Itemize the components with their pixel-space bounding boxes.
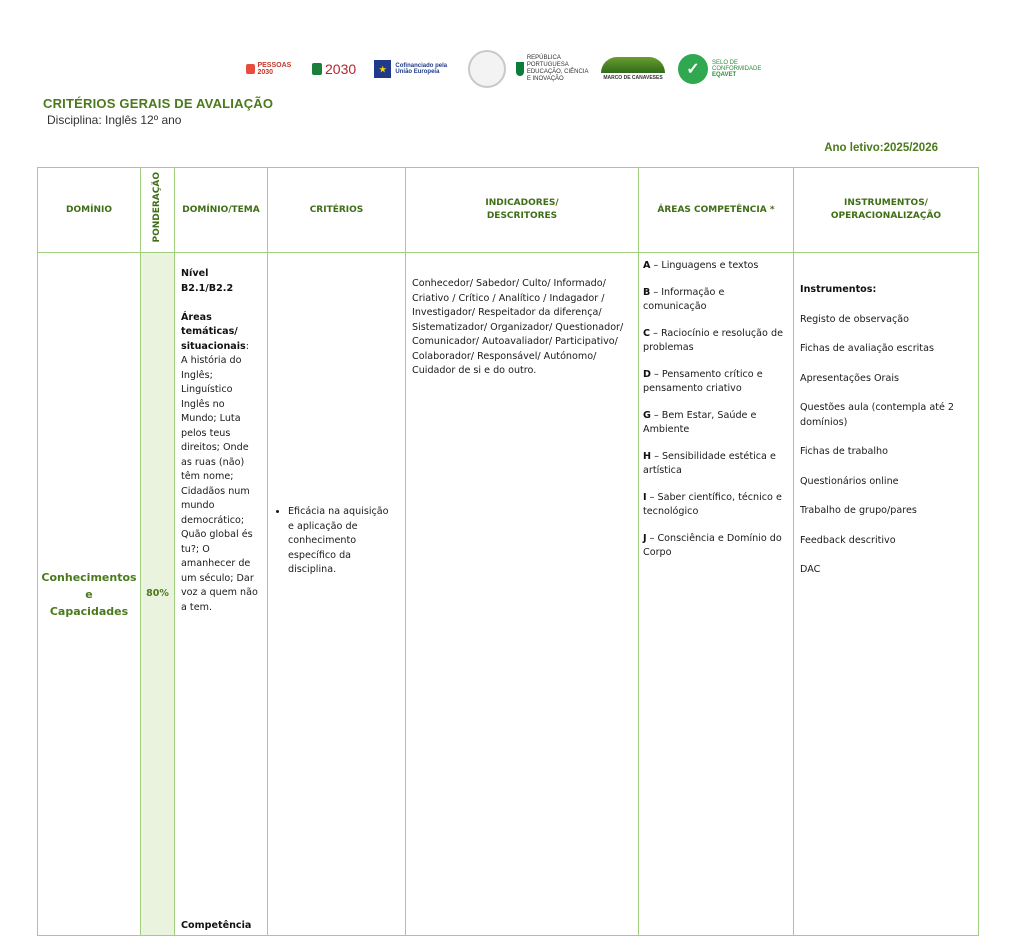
- school-badge-logo: [468, 48, 506, 90]
- republica-portuguesa-logo: REPÚBLICA PORTUGUESA EDUCAÇÃO, CIÊNCIA E INOVAÇÃO: [516, 48, 592, 90]
- header-indicadores: INDICADORES/ DESCRITORES: [406, 168, 639, 253]
- table-header-row: [38, 168, 979, 253]
- ponderacao-cell: 80%: [141, 253, 175, 936]
- list-item: Trabalho de grupo/pares: [800, 505, 917, 516]
- list-item: C – Raciocínio e resolução de problemas: [643, 327, 783, 353]
- criterios-cell: [268, 253, 406, 936]
- dominio-cell: Conhecimentos e Capacidades: [38, 253, 141, 936]
- pessoas-2030-logo: PESSOAS 2030: [246, 48, 306, 90]
- header-criterios: CRITÉRIOS: [268, 168, 406, 253]
- subject-subtitle: Disciplina: Inglês 12º ano: [47, 113, 182, 127]
- header-tema: DOMÍNIO/TEMA: [175, 168, 268, 253]
- list-item: Feedback descritivo: [800, 534, 896, 546]
- portugal-2030-logo: 2030: [312, 48, 362, 90]
- areas-cell: [639, 253, 794, 936]
- list-item: Registo de observação: [800, 313, 909, 325]
- list-item: D – Pensamento crítico e pensamento criativo: [643, 368, 763, 394]
- table-row: [38, 253, 979, 936]
- school-year: Ano letivo:2025/2026: [824, 142, 938, 154]
- tema-cell: Nível B2.1/B2.2 Áreas temáticas/ situacionais: A história do Inglês; Linguístico Inglês no Mundo; Luta pelos teus direitos; Onde as ruas (não) têm nome; Cidadãos num mundo democrático; Quão global és tu?; O amanhecer de um século; Dar voz a quem não a tem. Competência: [175, 253, 268, 936]
- header-ponderacao: PONDERAÇÃO: [141, 168, 175, 253]
- header-areas: ÁREAS COMPETÊNCIA *: [639, 168, 794, 253]
- list-item: Apresentações Orais: [800, 372, 900, 384]
- criterio-item: • Eficácia na aquisição e aplicação de conhecimento específico da disciplina.: [288, 505, 397, 578]
- header-instrumentos: INSTRUMENTOS/ OPERACIONALIZAÇÃO: [794, 168, 979, 253]
- list-item: J – Consciência e Domínio do Corpo: [643, 532, 782, 558]
- criteria-table: [37, 167, 979, 936]
- list-item: Fichas de avaliação escritas: [800, 343, 934, 354]
- list-item: Questionários online: [800, 475, 899, 487]
- indicadores-cell: Conhecedor/ Sabedor/ Culto/ Informado/ Criativo / Crítico / Analítico / Indagador / Investigador/ Respeitador da diferença/ Sistematizador/ Organizador/ Questionador/ Comunicador/ Autoavaliador/ Participativo/ Colaborador/ Responsável/ Autónomo/ Cuidador de si e do outro.: [406, 253, 639, 936]
- competencia-label: Competência: [181, 919, 252, 931]
- list-item: DAC: [800, 564, 821, 575]
- list-item: B – Informação e comunicação: [643, 286, 725, 312]
- logo-strip: [246, 48, 776, 90]
- list-item: H – Sensibilidade estética e artística: [643, 450, 776, 476]
- list-item: I – Saber científico, técnico e tecnológico: [643, 491, 782, 517]
- list-item: Fichas de trabalho: [800, 446, 888, 457]
- marco-canaveses-logo: MARCO DE CANAVESES: [600, 48, 666, 90]
- eqavet-seal-logo: ✓ SELO DE CONFORMIDADE EQAVET: [678, 48, 774, 90]
- header-dominio: DOMÍNIO: [38, 168, 141, 253]
- list-item: G – Bem Estar, Saúde e Ambiente: [643, 409, 757, 435]
- list-item: Questões aula (contempla até 2 domínios): [800, 402, 955, 428]
- eu-cofinanced-logo: ★ Cofinanciado pela União Europeia: [374, 48, 456, 90]
- instrumentos-heading: Instrumentos:: [800, 284, 877, 295]
- instrumentos-cell: [794, 253, 979, 936]
- page-title: CRITÉRIOS GERAIS DE AVALIAÇÃO: [43, 96, 274, 111]
- list-item: A – Linguagens e textos: [643, 260, 759, 271]
